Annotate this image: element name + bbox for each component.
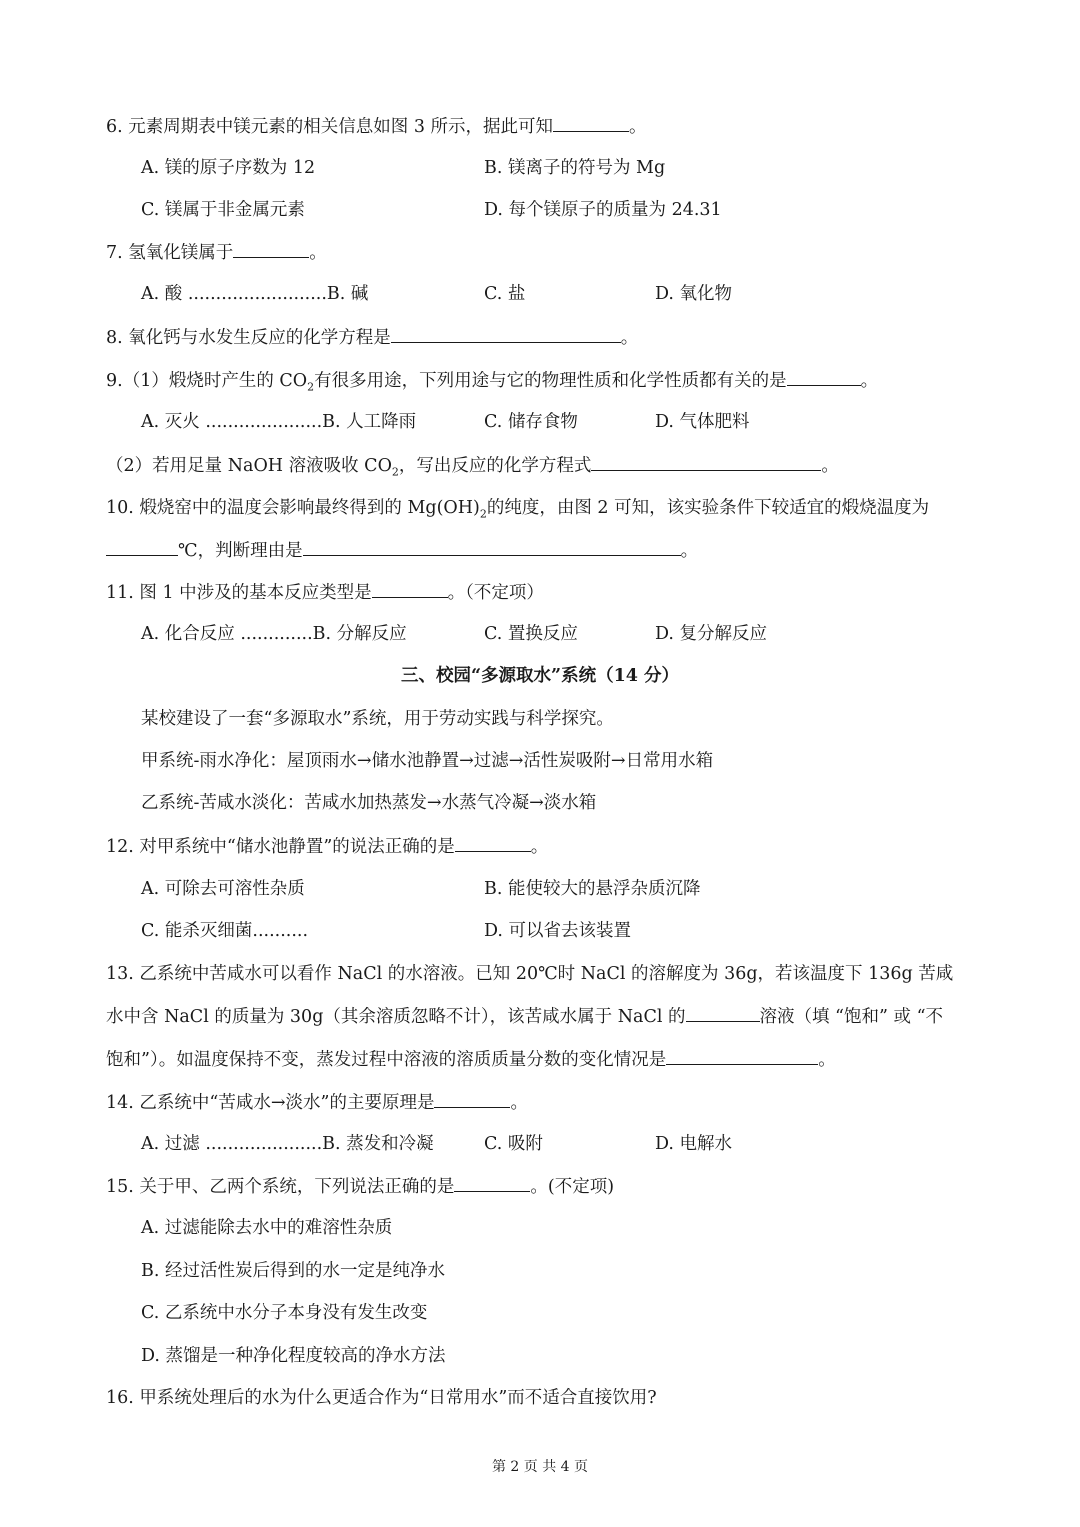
subscript: 2 — [479, 507, 487, 521]
question-stem: （2）若用足量 NaOH 溶液吸收 CO — [106, 456, 392, 476]
section-intro: 某校建设了一套“多源取水”系统，用于劳动实践与科学探究。 — [141, 709, 614, 729]
question-8 — [106, 325, 638, 350]
question-stem: ℃，判断理由是 — [178, 541, 303, 561]
question-end: 。 — [629, 117, 647, 137]
system-b-description: 乙系统-苦咸水淡化：苦咸水加热蒸发→水蒸气冷凝→淡水箱 — [141, 793, 597, 813]
answer-blank[interactable] — [553, 114, 629, 132]
system-a-description: 甲系统-雨水净化：屋顶雨水→储水池静置→过滤→活性炭吸附→日常用水箱 — [141, 751, 714, 771]
option-d: D. 复分解反应 — [655, 624, 768, 644]
option-a: A. 镁的原子序数为 12 — [141, 158, 316, 178]
question-15 — [106, 1174, 614, 1199]
section-title: 三、校园“多源取水”系统（14 分） — [400, 666, 680, 686]
option-c: C. 吸附 — [484, 1134, 543, 1154]
option-b: B. 经过活性炭后得到的水一定是纯净水 — [141, 1261, 445, 1281]
question-stem-cont: ，写出反应的化学方程式 — [398, 456, 592, 476]
question-stem: 11. 图 1 中涉及的基本反应类型是 — [106, 583, 372, 603]
answer-blank[interactable] — [434, 1090, 510, 1108]
question-6 — [106, 114, 647, 139]
question-end: 。 — [821, 456, 839, 476]
question-9-part-2 — [106, 453, 839, 478]
question-stem-cont: 有很多用途，下列用途与它的物理性质和化学性质都有关的是 — [314, 371, 787, 391]
question-stem: 12. 对甲系统中“储水池静置”的说法正确的是 — [106, 837, 455, 857]
answer-blank[interactable] — [303, 538, 681, 556]
question-10-line-2 — [106, 538, 698, 563]
option-c: C. 盐 — [484, 284, 526, 304]
option-a-b: A. 化合反应 .............B. 分解反应 — [141, 624, 407, 644]
option-c: C. 乙系统中水分子本身没有发生改变 — [141, 1303, 428, 1323]
question-10 — [106, 496, 929, 520]
option-d: D. 电解水 — [655, 1134, 733, 1154]
option-a-b: A. 过滤 .....................B. 蒸发和冷凝 — [141, 1134, 434, 1154]
answer-blank[interactable] — [233, 240, 309, 258]
answer-blank[interactable] — [372, 580, 448, 598]
question-stem: 8. 氧化钙与水发生反应的化学方程是 — [106, 328, 391, 348]
page-footer: 第 2 页 共 4 页 — [491, 1459, 589, 1475]
answer-blank[interactable] — [106, 538, 178, 556]
question-end: 。 — [530, 837, 549, 857]
question-12 — [106, 834, 548, 859]
question-11 — [106, 580, 544, 605]
option-d: D. 蒸馏是一种净化程度较高的净水方法 — [141, 1346, 446, 1366]
question-9 — [106, 368, 878, 393]
question-end: 。 — [620, 328, 639, 348]
question-stem: 饱和”）。如温度保持不变，蒸发过程中溶液的溶质质量分数的变化情况是 — [106, 1050, 667, 1070]
question-end: 。 — [818, 1050, 836, 1070]
question-13-line-1: 13. 乙系统中苦咸水可以看作 NaCl 的水溶液。已知 20℃时 NaCl 的溶解度为 36g，若该温度下 136g 苦咸 — [106, 964, 954, 984]
option-a-b: A. 灭火 .....................B. 人工降雨 — [141, 412, 417, 432]
option-a-b: A. 酸 .........................B. 碱 — [141, 284, 369, 304]
question-stem-cont: 的纯度，由图 2 可知，该实验条件下较适宜的煅烧温度为 — [486, 498, 930, 518]
answer-blank[interactable] — [787, 368, 861, 386]
question-stem: 14. 乙系统中“苦咸水→淡水”的主要原理是 — [106, 1093, 435, 1113]
option-d: D. 可以省去该装置 — [484, 921, 632, 941]
option-d: D. 每个镁原子的质量为 24.31 — [484, 200, 722, 220]
question-stem: 水中含 NaCl 的质量为 30g（其余溶质忽略不计），该苦咸水属于 NaCl 的 — [106, 1007, 686, 1027]
option-d: D. 气体肥料 — [655, 412, 750, 432]
question-stem: 10. 煅烧窑中的温度会影响最终得到的 Mg(OH) — [106, 498, 480, 518]
answer-blank[interactable] — [686, 1004, 760, 1022]
question-stem: 9.（1）煅烧时产生的 CO — [106, 371, 308, 391]
question-end: 。（不定项） — [447, 583, 544, 603]
answer-blank[interactable] — [391, 325, 621, 343]
option-c: C. 置换反应 — [484, 624, 578, 644]
option-d: D. 氧化物 — [655, 284, 733, 304]
option-b: B. 镁离子的符号为 Mg — [484, 158, 666, 178]
question-14 — [106, 1090, 528, 1115]
option-b: B. 能使较大的悬浮杂质沉降 — [484, 879, 701, 899]
answer-blank[interactable] — [666, 1047, 818, 1065]
question-stem: 6. 元素周期表中镁元素的相关信息如图 3 所示，据此可知 — [106, 117, 554, 137]
question-16: 16. 甲系统处理后的水为什么更适合作为“日常用水”而不适合直接饮用? — [106, 1388, 657, 1408]
answer-blank[interactable] — [455, 834, 531, 852]
question-end: 。 — [309, 243, 327, 263]
question-13-line-2 — [106, 1004, 943, 1029]
question-stem-cont: 溶液（填 “饱和” 或 “不 — [759, 1007, 944, 1027]
question-end: 。 — [680, 541, 699, 561]
option-c: C. 储存食物 — [484, 412, 578, 432]
answer-blank[interactable] — [454, 1174, 530, 1192]
question-end: 。(不定项) — [530, 1177, 615, 1197]
option-a: A. 过滤能除去水中的难溶性杂质 — [141, 1218, 393, 1238]
option-c: C. 能杀灭细菌.......... — [141, 921, 309, 941]
subscript: 2 — [391, 465, 399, 479]
answer-blank[interactable] — [591, 453, 821, 471]
question-13-line-3 — [106, 1047, 836, 1072]
option-a: A. 可除去可溶性杂质 — [141, 879, 305, 899]
question-stem: 7. 氢氧化镁属于 — [106, 243, 234, 263]
subscript: 2 — [307, 380, 315, 394]
question-end: 。 — [860, 371, 879, 391]
question-7 — [106, 240, 327, 265]
question-end: 。 — [510, 1093, 528, 1113]
question-stem: 15. 关于甲、乙两个系统，下列说法正确的是 — [106, 1177, 455, 1197]
option-c: C. 镁属于非金属元素 — [141, 200, 305, 220]
